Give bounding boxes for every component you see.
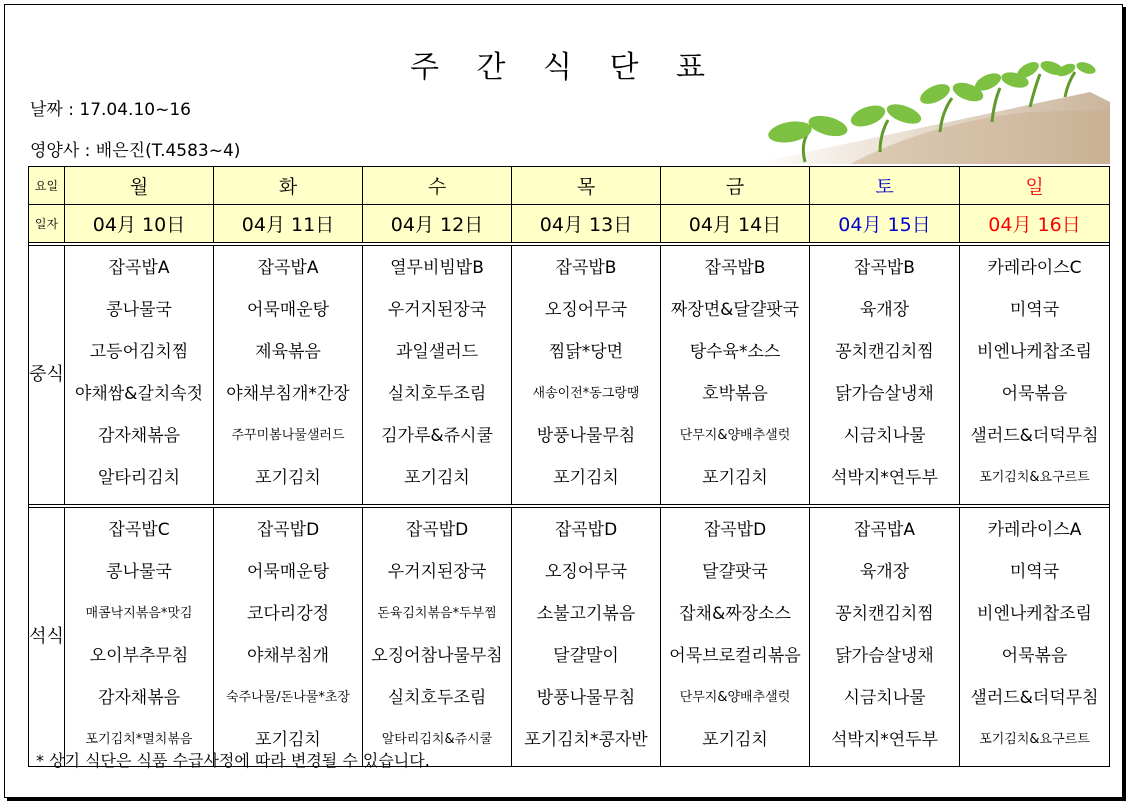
menu-item: 잡곡밥D — [554, 520, 618, 540]
menu-item: 포기김치 — [702, 468, 768, 488]
menu-item: 단무지&양배추샐럿 — [679, 428, 791, 443]
menu-item: 닭가슴살냉채 — [835, 646, 934, 666]
date-range: 날짜 : 17.04.10~16 — [30, 100, 191, 120]
menu-item: 야채부침개 — [246, 646, 330, 666]
weekly-menu-table — [28, 166, 1110, 767]
dinner-menu-cell — [512, 508, 661, 767]
lunch-menu-cell — [214, 246, 363, 505]
menu-item: 감자채볶음 — [97, 426, 181, 446]
menu-item: 우거지된장국 — [387, 562, 487, 582]
menu-item: 꽁치캔김치찜 — [835, 342, 934, 362]
dinner-menu-cell — [810, 508, 960, 767]
day-header: 금 — [661, 167, 810, 205]
menu-item: 잡곡밥A — [108, 258, 170, 278]
menu-item: 오이부추무침 — [89, 646, 189, 666]
menu-item: 고등어김치찜 — [89, 342, 189, 362]
menu-item: 어묵매운탕 — [246, 562, 330, 582]
menu-item: 새송이전*동그랑땡 — [532, 386, 640, 401]
menu-item: 과일샐러드 — [395, 342, 479, 362]
menu-item: 포기김치*멸치볶음 — [85, 732, 193, 747]
menu-item: 어묵매운탕 — [246, 300, 330, 320]
menu-item: 열무비빔밥B — [390, 258, 484, 278]
menu-item: 감자채볶음 — [97, 688, 181, 708]
menu-item: 비엔나케찹조림 — [977, 604, 1092, 624]
menu-item: 주꾸미봄나물샐러드 — [231, 428, 345, 443]
date-header: 04月 11日 — [214, 205, 363, 243]
menu-item: 포기김치 — [702, 730, 768, 750]
menu-item: 포기김치&요구르트 — [979, 732, 1090, 747]
menu-item: 어묵볶음 — [1001, 646, 1068, 666]
day-row-label: 요일 — [29, 167, 65, 205]
menu-item: 콩나물국 — [106, 562, 172, 582]
day-header-sunday: 일 — [960, 167, 1110, 205]
menu-item: 포기김치 — [553, 468, 619, 488]
menu-item: 포기김치*콩자반 — [524, 730, 648, 750]
menu-item: 잡곡밥B — [555, 258, 617, 278]
menu-item: 꽁치캔김치찜 — [835, 604, 934, 624]
menu-item: 잡곡밥D — [405, 520, 469, 540]
dinner-menu-cell — [960, 508, 1110, 767]
dinner-menu-cell — [363, 508, 512, 767]
menu-item: 카레라이스A — [987, 520, 1082, 540]
menu-item: 어묵볶음 — [1001, 384, 1068, 404]
menu-item: 방풍나물무침 — [536, 426, 636, 446]
dietitian-info: 영양사 : 배은진(T.4583~4) — [30, 141, 241, 161]
menu-item: 잡채&짜장소스 — [679, 604, 791, 624]
menu-item: 석박지*연두부 — [830, 468, 939, 488]
dinner-row — [29, 508, 1110, 767]
menu-item: 오징어무국 — [544, 562, 628, 582]
menu-item: 잡곡밥B — [704, 258, 766, 278]
dinner-menu-cell — [661, 508, 810, 767]
lunch-menu-cell — [65, 246, 214, 505]
day-header: 화 — [214, 167, 363, 205]
menu-item: 잡곡밥D — [703, 520, 767, 540]
dinner-menu-cell — [214, 508, 363, 767]
menu-item: 오징어참나물무침 — [371, 646, 503, 666]
menu-item: 포기김치 — [255, 468, 321, 488]
date-row-label: 일자 — [29, 205, 65, 243]
menu-item: 숙주나물/돈나물*초장 — [226, 690, 350, 705]
menu-item: 돈육김치볶음*두부찜 — [377, 606, 497, 621]
lunch-menu-cell — [960, 246, 1110, 505]
menu-item: 야채부침개*간장 — [226, 384, 350, 404]
lunch-label: 중식 — [29, 246, 65, 505]
menu-item: 잡곡밥A — [257, 258, 319, 278]
menu-item: 소불고기볶음 — [536, 604, 636, 624]
menu-item: 짜장면&달걀팟국 — [670, 300, 800, 320]
date-header: 04月 14日 — [661, 205, 810, 243]
menu-item: 달걀팟국 — [702, 562, 768, 582]
menu-item: 실치호두조림 — [387, 688, 487, 708]
menu-item: 시금치나물 — [843, 426, 926, 446]
dinner-label: 석식 — [29, 508, 65, 767]
menu-item: 알타리김치&쥬시쿨 — [381, 732, 493, 747]
menu-item: 콩나물국 — [106, 300, 172, 320]
menu-item: 코다리강정 — [246, 604, 330, 624]
menu-item: 제육볶음 — [255, 342, 321, 362]
day-header: 월 — [65, 167, 214, 205]
menu-item: 포기김치&요구르트 — [979, 470, 1090, 485]
page-title: 주 간 식 단 표 — [409, 50, 720, 85]
dinner-menu-cell — [65, 508, 214, 767]
date-header: 04月 10日 — [65, 205, 214, 243]
menu-item: 미역국 — [1009, 562, 1060, 582]
date-header: 04月 12日 — [363, 205, 512, 243]
day-row — [29, 167, 1110, 205]
date-header-sunday: 04月 16日 — [960, 205, 1110, 243]
menu-item: 포기김치 — [404, 468, 470, 488]
menu-item: 비엔나케찹조림 — [977, 342, 1092, 362]
menu-item: 호박볶음 — [702, 384, 768, 404]
menu-item: 미역국 — [1009, 300, 1060, 320]
menu-item: 탕수육*소스 — [689, 342, 781, 362]
sprout-illustration — [730, 52, 1110, 164]
menu-item: 방풍나물무침 — [536, 688, 636, 708]
menu-item: 찜닭*당면 — [548, 342, 624, 362]
menu-item: 잡곡밥C — [108, 520, 170, 540]
lunch-menu-cell — [810, 246, 960, 505]
menu-item: 석박지*연두부 — [830, 730, 939, 750]
menu-item: 육개장 — [859, 562, 910, 582]
menu-item: 알타리김치 — [97, 468, 181, 488]
day-header: 수 — [363, 167, 512, 205]
date-header-saturday: 04月 15日 — [810, 205, 960, 243]
menu-item: 단무지&양배추샐럿 — [679, 690, 791, 705]
menu-item: 잡곡밥A — [854, 520, 915, 540]
menu-item: 김가루&쥬시쿨 — [381, 426, 493, 446]
menu-item: 잡곡밥B — [854, 258, 915, 278]
menu-item: 달걀말이 — [553, 646, 619, 666]
day-header: 목 — [512, 167, 661, 205]
menu-item: 카레라이스C — [987, 258, 1082, 278]
menu-item: 육개장 — [859, 300, 910, 320]
date-header: 04月 13日 — [512, 205, 661, 243]
menu-item: 실치호두조림 — [387, 384, 487, 404]
day-header-saturday: 토 — [810, 167, 960, 205]
menu-item: 야채쌈&갈치속젓 — [74, 384, 204, 404]
menu-item: 샐러드&더덕무침 — [970, 426, 1099, 446]
menu-item: 샐러드&더덕무침 — [970, 688, 1099, 708]
lunch-menu-cell — [363, 246, 512, 505]
menu-item: 시금치나물 — [843, 688, 926, 708]
date-row — [29, 205, 1110, 243]
lunch-menu-cell — [512, 246, 661, 505]
menu-item: 닭가슴살냉채 — [835, 384, 934, 404]
menu-item: 매콤낙지볶음*맛김 — [85, 606, 193, 621]
lunch-row — [29, 246, 1110, 505]
menu-item: 잡곡밥D — [256, 520, 320, 540]
menu-item: 포기김치 — [255, 730, 321, 750]
footnote: * 상기 식단은 식품 수급사정에 따라 변경될 수 있습니다. — [36, 751, 430, 770]
menu-item: 오징어무국 — [544, 300, 628, 320]
lunch-menu-cell — [661, 246, 810, 505]
menu-item: 우거지된장국 — [387, 300, 487, 320]
menu-item: 어묵브로컬리볶음 — [669, 646, 801, 666]
